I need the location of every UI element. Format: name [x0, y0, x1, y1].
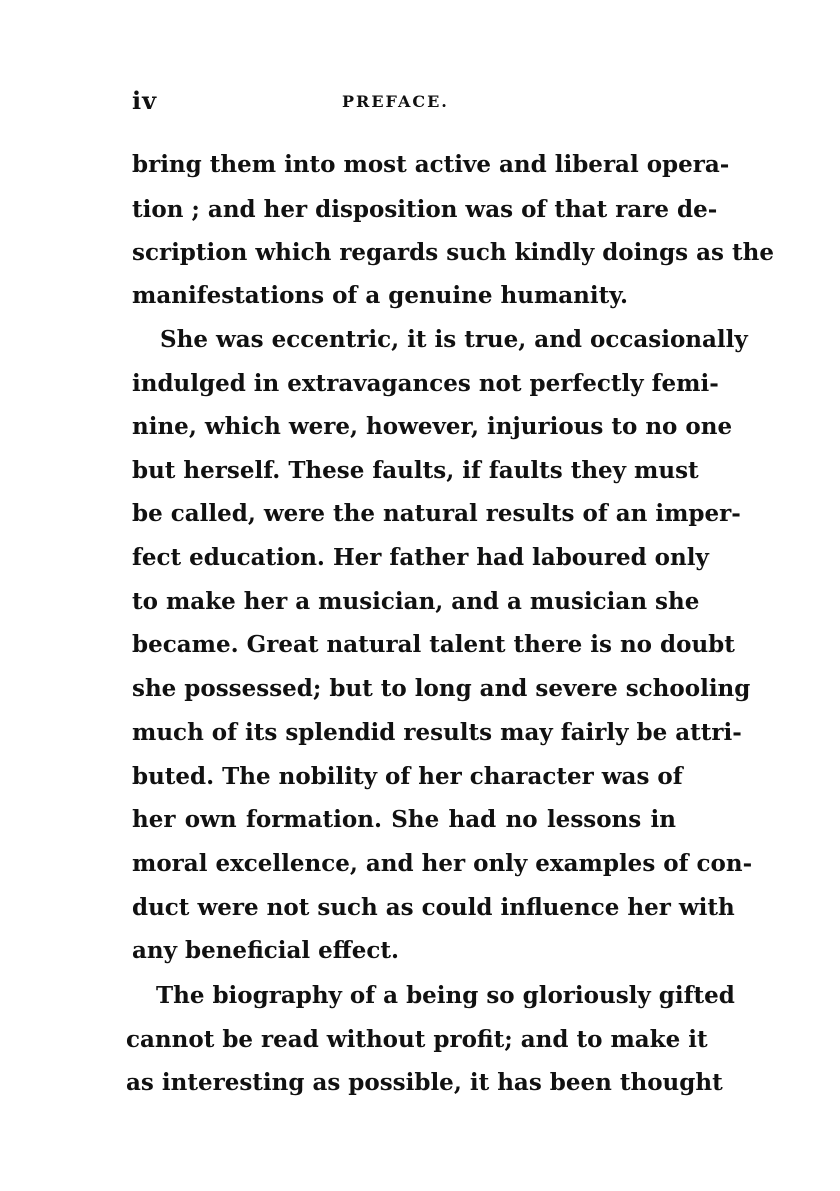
text-line: duct were not such as could influence her with: [132, 894, 735, 921]
text-line: manifestations of a genuine humanity.: [132, 282, 628, 309]
text-line: The biography of a being so gloriously gifted: [156, 982, 735, 1009]
page-header: [132, 86, 680, 122]
text-line: but herself. These faults, if faults they must: [132, 457, 699, 484]
text-line: nine, which were, however, injurious to no one: [132, 413, 733, 440]
text-line: indulged in extravagances not perfectly femi-: [132, 370, 719, 397]
text-line: any beneficial effect.: [132, 937, 399, 964]
text-line: tion ; and her disposition was of that rare de-: [132, 196, 718, 223]
text-line: to make her a musician, and a musician she: [132, 588, 700, 615]
text-line: She was eccentric, it is true, and occasionally: [160, 326, 748, 353]
text-line: became. Great natural talent there is no doubt: [132, 631, 735, 658]
text-line: her own formation. She had no lessons in: [132, 806, 676, 833]
text-line: cannot be read without profit; and to make it: [126, 1026, 708, 1053]
text-line: be called, were the natural results of an imper-: [132, 500, 741, 527]
text-line: as interesting as possible, it has been thought: [126, 1069, 723, 1096]
text-line: fect education. Her father had laboured only: [132, 544, 709, 571]
running-head: PREFACE.: [342, 92, 449, 111]
text-line: she possessed; but to long and severe schooling: [132, 675, 751, 702]
text-line: moral excellence, and her only examples of con-: [132, 850, 753, 877]
text-line: buted. The nobility of her character was of: [132, 763, 683, 790]
text-line: bring them into most active and liberal opera-: [132, 151, 730, 178]
text-line: much of its splendid results may fairly be attri-: [132, 719, 742, 746]
page-number: iv: [132, 86, 158, 115]
text-line: scription which regards such kindly doings as the: [132, 239, 774, 266]
